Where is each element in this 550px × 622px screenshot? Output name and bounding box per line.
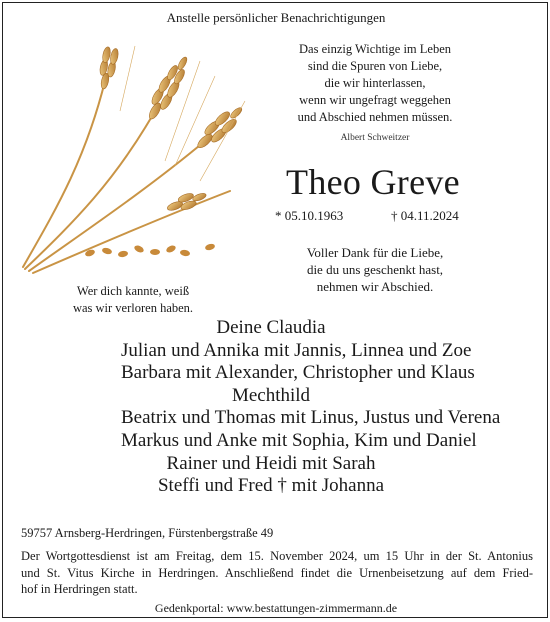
mourner-line: Barbara mit Alexander, Christopher und Klaus — [121, 362, 475, 384]
deceased-name: Theo Greve — [286, 162, 460, 202]
thanks-text — [265, 244, 485, 295]
birth-date: * 05.10.1963 — [275, 208, 344, 223]
quote-line: Das einzig Wichtige im Leben — [299, 42, 451, 56]
quote-line: die wir hinterlassen, — [324, 76, 426, 90]
mourner-line: Rainer und Heidi mit Sarah — [166, 452, 376, 474]
mourner-line: Deine Claudia — [216, 317, 326, 338]
service-line: und St. Vitus Kirche in Herdringen. Anschließend findet die Urnenbeisetzung auf dem Fried- — [21, 565, 533, 580]
notice-header: Anstelle persönlicher Benachrichtigungen — [166, 10, 386, 25]
thanks-line: die du uns geschenkt hast, — [306, 262, 444, 277]
mourners-list — [121, 317, 501, 498]
quote-author: Albert Schweitzer — [340, 133, 410, 143]
family-address: 59757 Arnsberg-Herdringen, Fürstenbergstraße 49 — [21, 526, 274, 540]
mourner-line: Mechthild — [231, 384, 311, 406]
quote-line: wenn wir ungefragt weggehen — [299, 93, 451, 107]
left-quote-line: was wir verloren haben. — [72, 301, 194, 315]
left-quote — [43, 283, 223, 317]
mourner-line: Markus und Anke mit Sophia, Kim und Daniel — [121, 429, 477, 451]
thanks-line: nehmen wir Abschied. — [316, 279, 434, 294]
service-line: Der Wortgottesdienst ist am Freitag, dem 15. November 2024, um 15 Uhr in der St. Antonius — [21, 549, 533, 563]
wheat-icon — [15, 41, 265, 281]
mourner-line: Julian und Annika mit Jannis, Linnea und Zoe — [121, 339, 472, 361]
service-line: hof in Herdringen statt. — [21, 582, 138, 596]
quote-line: und Abschied nehmen müssen. — [297, 110, 453, 124]
mourner-line: Beatrix und Thomas mit Linus, Justus und Verena — [121, 407, 501, 429]
death-date: † 04.11.2024 — [391, 208, 459, 223]
thanks-line: Voller Dank für die Liebe, — [306, 245, 444, 260]
obituary-card — [2, 2, 548, 618]
memorial-portal-link[interactable]: Gedenkportal: www.bestattungen-zimmermann.de — [154, 601, 398, 615]
mourner-line: Steffi und Fred † mit Johanna — [157, 475, 385, 497]
left-quote-line: Wer dich kannte, weiß — [76, 284, 190, 298]
quote-line: sind die Spuren von Liebe, — [307, 59, 443, 73]
service-info — [21, 548, 533, 598]
memorial-quote — [265, 41, 485, 126]
